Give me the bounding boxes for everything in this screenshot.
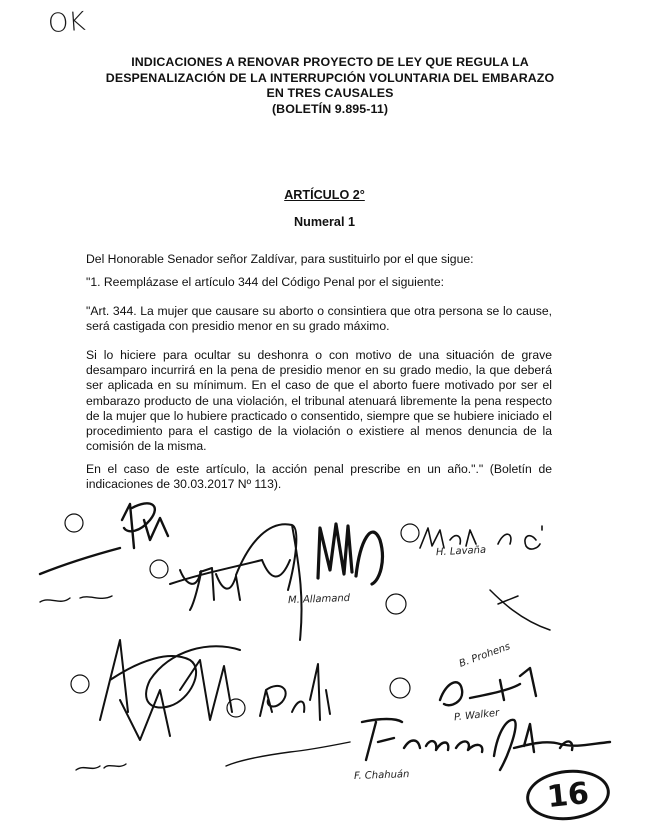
signature-8 (490, 590, 550, 630)
article-title: ARTÍCULO 2° (284, 188, 365, 202)
signature-6 (100, 640, 240, 740)
numeral-title: Numeral 1 (294, 215, 355, 229)
heading-line-1: INDICACIONES A RENOVAR PROYECTO DE LEY QUE REGULA LA (131, 55, 529, 69)
handwritten-ok-mark: OK (46, 6, 87, 40)
signature-4 (318, 524, 382, 584)
signature-10 (362, 719, 610, 770)
handwritten-name-4: P. Walker (453, 707, 500, 724)
handwritten-name-1: H. Lavaña (435, 544, 487, 559)
signature-7 (260, 664, 330, 720)
paragraph-replace: "1. Reemplázase el artículo 344 del Código Penal por el siguiente: (86, 275, 444, 289)
signature-11 (40, 596, 350, 770)
paragraph-honor: Si lo hiciere para ocultar su deshonra o con motivo de una situación de grave desamparo incurrirá en la pena de presidio menor en su grado medio, la que deberá ser aplicada en su mínimum. En el caso de que el aborto fuere motivado por ser el embarazo producto de una violación, el tribunal atenuará libremente la pena respecto de la mujer que lo hubiere practicado o consentido, siempre que se hubiere iniciado el procedimiento para el castigo de la violación o existiere al menos denuncia de la comisión de la misma. (86, 348, 552, 454)
paragraph-art-344: "Art. 344. La mujer que causare su aborto o consintiera que otra persona se lo cause, será castigada con presidio menor en su grado máximo. (86, 304, 552, 334)
paragraph-prescription: En el caso de este artículo, la acción penal prescribe en un año."." (Boletín de indicaciones de 30.03.2017 Nº 113). (86, 462, 552, 492)
paragraph-intro: Del Honorable Senador señor Zaldívar, para sustituirlo por el que sigue: (86, 252, 474, 266)
heading-line-3: EN TRES CAUSALES (266, 86, 394, 100)
signature-3 (236, 524, 302, 640)
heading-line-4: (BOLETÍN 9.895-11) (271, 101, 389, 116)
signature-1 (40, 503, 168, 574)
signature-2 (170, 560, 262, 610)
handwritten-name-5: F. Chahuán (353, 769, 410, 782)
signature-9 (440, 668, 536, 705)
circled-number-marks (65, 514, 419, 717)
heading-line-2: DESPENALIZACIÓN DE LA INTERRUPCIÓN VOLUNTARIA DEL EMBARAZO (105, 70, 555, 85)
handwritten-name-3: B. Prohens (457, 641, 512, 670)
handwritten-name-2: M. Allamand (287, 592, 351, 607)
page-number: 16 (524, 766, 613, 824)
